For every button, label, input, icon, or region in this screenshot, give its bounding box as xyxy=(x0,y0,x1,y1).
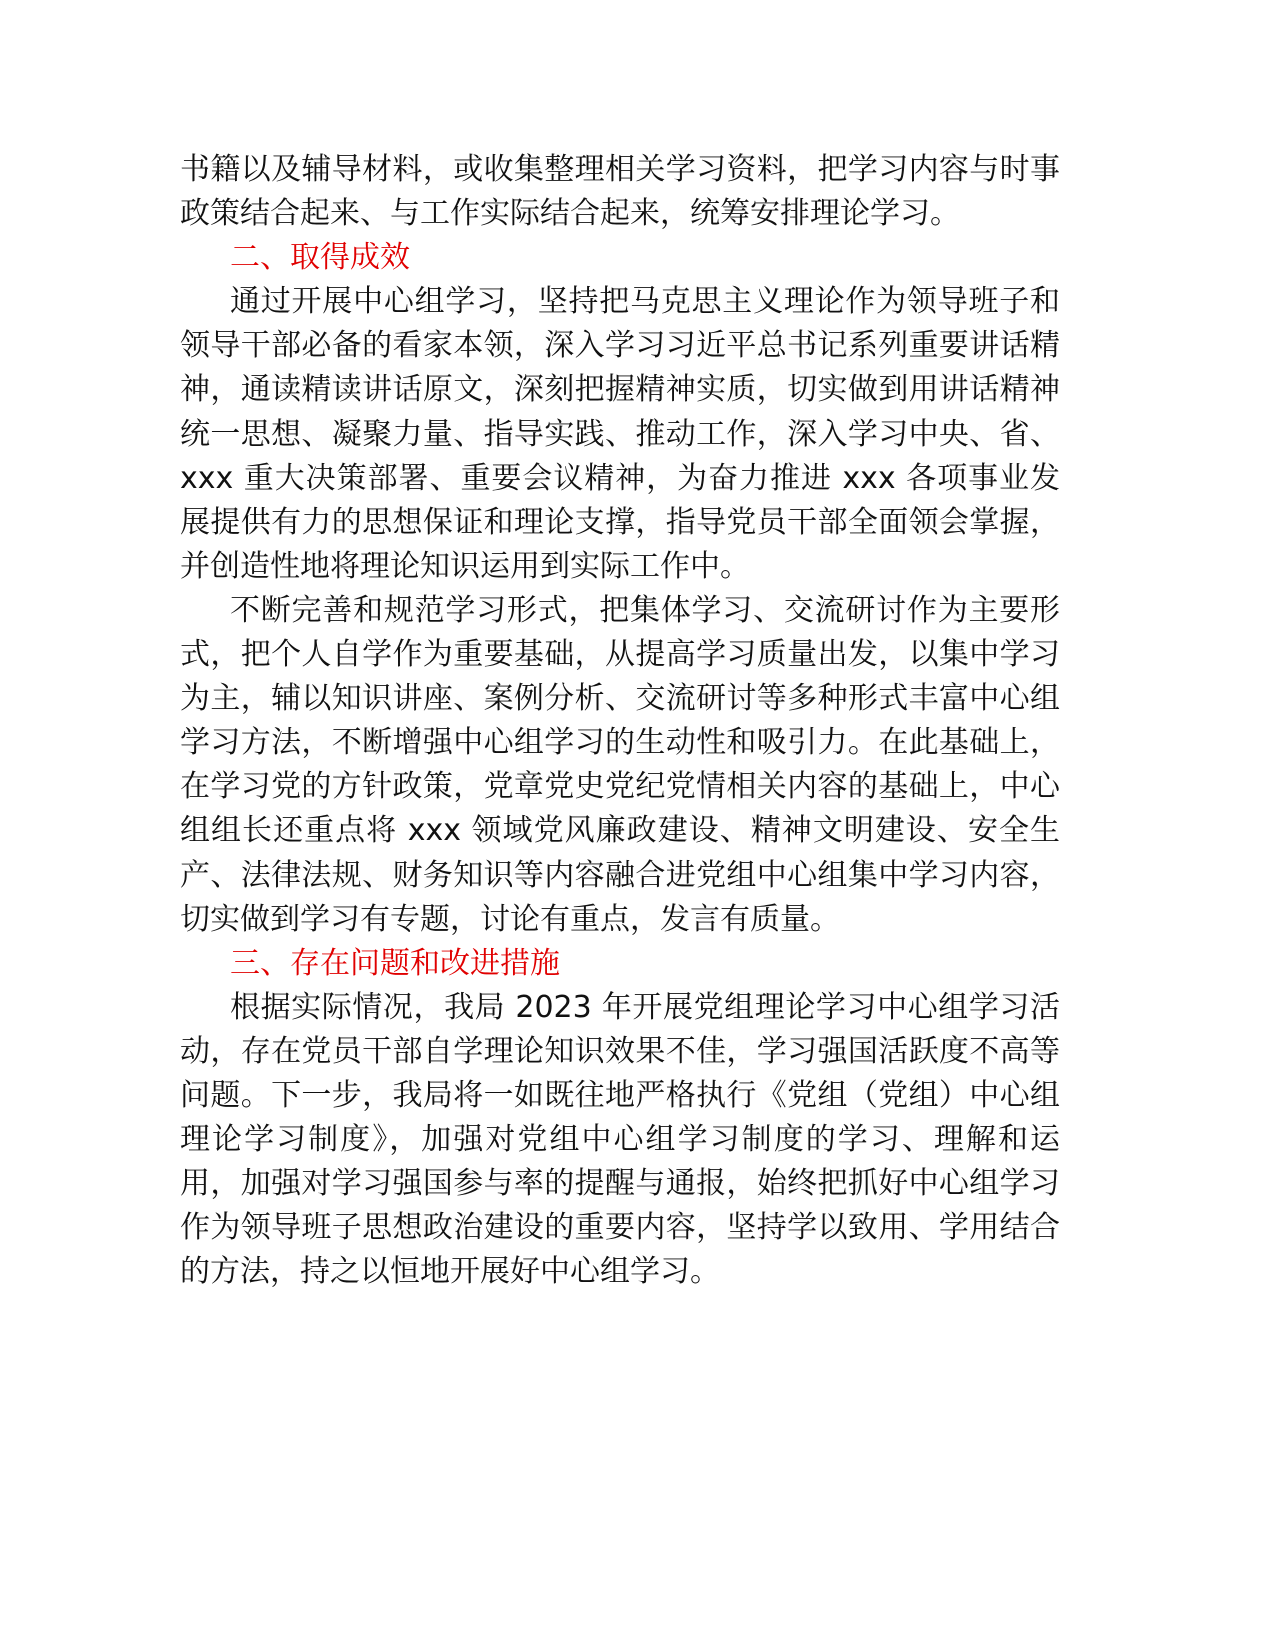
problems-paragraph-1: 根据实际情况，我局 2023 年开展党组理论学习中心组学习活动，存在党员干部自学理论知识效果不佳，学习强国活跃度不高等问题。下一步，我局将一如既往地严格执行《党组（党组）中心组理论学习制度》，加强对党组中心组学习制度的学习、理解和运用，加强对学习强国参与率的提醒与通报，始终把抓好中心组学习作为领导班子思想政治建设的重要内容，坚持学以致用、学用结合的方法，持之以恒地开展好中心组学习。 xyxy=(180,989,1060,1290)
achievements-paragraph-2: 不断完善和规范学习形式，把集体学习、交流研讨作为主要形式，把个人自学作为重要基础，从提高学习质量出发，以集中学习为主，辅以知识讲座、案例分析、交流研讨等多种形式丰富中心组学习方法，不断增强中心组学习的生动性和吸引力。在此基础上，在学习党的方针政策，党章党史党纪党情相关内容的基础上，中心组组长还重点将 xxx 领域党风廉政建设、精神文明建设、安全生产、法律法规、财务知识等内容融合进党组中心组集中学习内容，切实做到学习有专题，讨论有重点，发言有质量。 xyxy=(180,592,1060,937)
section-heading-achievements: 二、取得成效 xyxy=(230,240,410,276)
document-body xyxy=(180,148,1060,1294)
intro-continuation-paragraph: 书籍以及辅导材料，或收集整理相关学习资料，把学习内容与时事政策结合起来、与工作实际结合起来，统筹安排理论学习。 xyxy=(180,152,1060,232)
section-heading-problems-improvements: 三、存在问题和改进措施 xyxy=(230,945,560,981)
achievements-paragraph-1: 通过开展中心组学习，坚持把马克思主义理论作为领导班子和领导干部必备的看家本领，深入学习习近平总书记系列重要讲话精神，通读精读讲话原文，深刻把握精神实质，切实做到用讲话精神统一思想、凝聚力量、指导实践、推动工作，深入学习中央、省、xxx 重大决策部署、重要会议精神，为奋力推进 xxx 各项事业发展提供有力的思想保证和理论支撑，指导党员干部全面领会掌握，并创造性地将理论知识运用到实际工作中。 xyxy=(180,284,1060,584)
